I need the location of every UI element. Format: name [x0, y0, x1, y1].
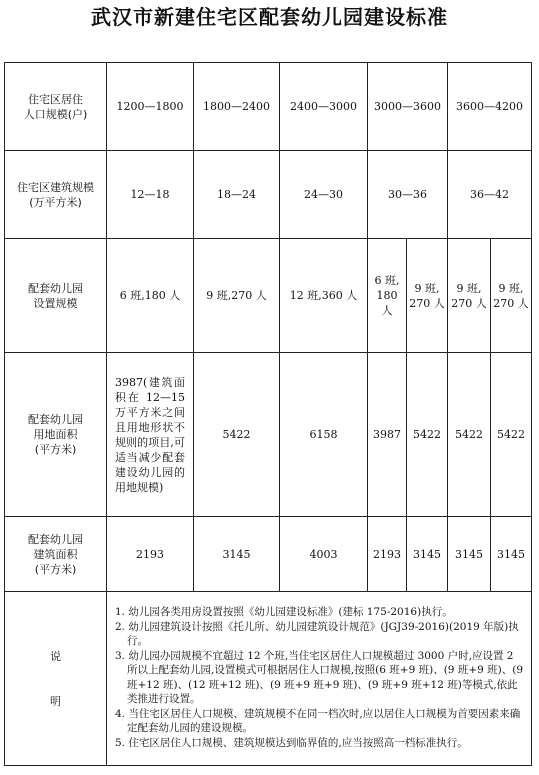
notes-label-char: 明 — [50, 694, 61, 708]
table-cell: 3145 — [407, 517, 448, 592]
table-cell — [407, 239, 448, 353]
row-header-building — [5, 517, 107, 592]
table-cell: 3145 — [194, 517, 280, 592]
cell-line: 9 班, — [414, 281, 440, 295]
note-item: 5. 住宅区居住人口规模、建筑规模达到临界值的,应当按照高一档标准执行。 — [115, 736, 468, 749]
table-cell: 1800—2400 — [194, 63, 280, 151]
table-cell: 12 班,360 人 — [280, 239, 368, 353]
table-cell: 18—24 — [194, 151, 280, 239]
row-header-population — [5, 63, 107, 151]
note-item: 4. 当住宅区居住人口规模、建筑规模不在同一档次时,应以居住人口规模为首要因素来确定配套幼儿园的建设规模。 — [115, 707, 521, 734]
row-header-line: 住宅区建筑规模 — [17, 180, 94, 194]
table-cell: 6 班,180 人 — [107, 239, 194, 353]
table-row-population — [5, 63, 532, 151]
note-item: 3. 幼儿园办园规模不宜超过 12 个班,当住宅区居住人口规模超过 3000 户时,应设置 2 所以上配套幼儿园,设置模式可根据居住人口规模,按照(6 班+9 班)、(9 班+9 班)、(9 班+12 班)、(12 班+12 班)、(9 班+9 班+9 班)、(9 班+9 班+12 班)等模式,依此类推进行设置。 — [115, 649, 524, 705]
cell-line: 180 人 — [376, 289, 398, 317]
table-cell: 4003 — [280, 517, 368, 592]
table-cell: 2193 — [368, 517, 407, 592]
table-row-notes — [5, 592, 532, 766]
cell-line: 6 班, — [374, 274, 400, 287]
row-header-line: 用地面积 — [33, 428, 78, 441]
table-cell: 3600—4200 — [448, 63, 532, 151]
row-header-line: 配套幼儿园 — [28, 413, 83, 426]
note-item: 2. 幼儿园建筑设计按照《托儿所、幼儿园建筑设计规范》(JGJ39-2016)(2019 年版)执行。 — [115, 620, 519, 647]
notes-label-char: 说 — [50, 649, 61, 663]
table-cell: 12—18 — [107, 151, 194, 239]
table-cell: 2400—3000 — [280, 63, 368, 151]
table-cell: 24—30 — [280, 151, 368, 239]
notes-list — [107, 592, 532, 766]
row-header-line: 建筑面积 — [33, 547, 78, 561]
note-item: 1. 幼儿园各类用房设置按照《幼儿园建设标准》(建标 175-2016)执行。 — [115, 606, 453, 618]
page-title: 武汉市新建住宅区配套幼儿园建设标准 — [91, 5, 448, 29]
row-header-line: (平方米) — [34, 443, 77, 456]
table-row-scale — [5, 239, 532, 353]
table-row-land — [5, 353, 532, 517]
row-header-line: (万平方米) — [29, 195, 82, 209]
table-cell: 3145 — [491, 517, 532, 592]
table-cell: 5422 — [407, 353, 448, 517]
table-cell: 3000—3600 — [368, 63, 448, 151]
table-cell — [368, 239, 407, 353]
row-header-land — [5, 353, 107, 517]
cell-line: 270 人 — [451, 296, 487, 310]
cell-line: 9 班, — [456, 281, 482, 295]
row-header-line: 配套幼儿园 — [28, 532, 83, 546]
row-header-line: 住宅区居住 — [28, 92, 83, 106]
table-cell: 5422 — [491, 353, 532, 517]
table-cell: 36—42 — [448, 151, 532, 239]
table-row-area — [5, 151, 532, 239]
row-header-area — [5, 151, 107, 239]
table-cell: 30—36 — [368, 151, 448, 239]
table-cell: 9 班,270 人 — [194, 239, 280, 353]
row-header-line: 设置规模 — [33, 296, 78, 310]
notes-label — [5, 592, 107, 766]
cell-line: 270 人 — [493, 296, 529, 310]
row-header-line: (平方米) — [34, 562, 77, 576]
cell-line: 270 人 — [409, 296, 445, 310]
table-cell: 3987 — [368, 353, 407, 517]
table-cell-note: 3987(建筑面积在 12—15 万平方米之间且用地形状不规则的项目,可适当减少配套建设幼儿园的用地规模) — [107, 353, 194, 517]
cell-line: 9 班, — [498, 281, 524, 295]
table-cell: 3145 — [448, 517, 491, 592]
table-row-building — [5, 517, 532, 592]
table-cell: 6158 — [280, 353, 368, 517]
row-header-line: 人口规模(户) — [23, 107, 88, 121]
table-cell — [448, 239, 491, 353]
row-header-line: 配套幼儿园 — [28, 281, 83, 295]
table-cell: 5422 — [448, 353, 491, 517]
table-cell — [491, 239, 532, 353]
table-cell: 1200—1800 — [107, 63, 194, 151]
standards-table — [4, 62, 532, 766]
table-cell: 2193 — [107, 517, 194, 592]
row-header-scale — [5, 239, 107, 353]
table-cell: 5422 — [194, 353, 280, 517]
